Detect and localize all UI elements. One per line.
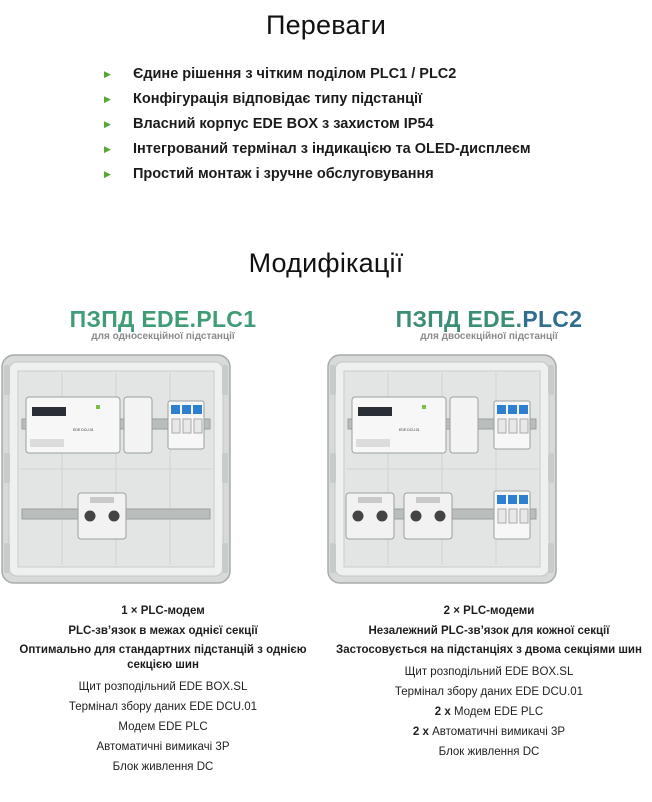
plc1-component [0,737,326,757]
plc2-modem-count: 2 × PLC-модеми [443,605,535,617]
component-text: Щит розподільний EDE BOX.SL [404,666,574,678]
plc1-info [0,602,326,777]
list-item [104,137,531,162]
breaker-group [494,401,530,449]
plc1-component [0,697,326,717]
plc1-component [0,677,326,697]
component-qty: 2 x [434,706,451,718]
modification-card-plc1 [0,305,326,777]
plc2-info [326,602,652,762]
brand-subtitle-plc1: для односекційної підстанції [91,331,235,342]
triangle-bullet-icon: ▶ [104,119,111,129]
brand-title-plc1 [0,305,326,333]
brand-prefix: ПЗПД EDE. [395,306,523,332]
list-item-text: Простий монтаж і зручне обслуговування [133,166,434,182]
triangle-bullet-icon: ▶ [104,144,111,154]
component-text: Модем EDE PLC [453,706,544,718]
advantages-title: Переваги [265,10,387,40]
list-item [104,112,531,137]
plc2-component [326,682,652,702]
component-text: Автоматичні вимикачі 3Р [432,726,566,738]
plc2-communication: Незалежний PLC-зв’язок для кожної секції [368,624,610,637]
plc2-component [326,742,652,762]
breaker-group [494,491,530,539]
advantages-list [104,62,531,187]
plc1-component [0,717,326,737]
breaker-group [168,401,204,449]
modifications-title: Модифікації [248,248,404,278]
enclosure-image-plc2 [326,353,558,585]
modification-card-plc2 [326,305,652,762]
list-item-text: Конфігурація відповідає типу підстанції [133,91,423,107]
component-text: Модем EDE PLC [118,721,208,733]
plc1-modem-count: 1 × PLC-модем [121,605,205,617]
brand-title-plc2 [326,305,652,333]
enclosure-image-plc1 [0,353,232,585]
list-item [104,62,531,87]
plc2-component [326,662,652,682]
component-text: Блок живлення DC [438,746,540,758]
plc1-usage: Оптимально для стандартних підстанцій з однією секцією шин [19,644,307,671]
plc2-component [326,702,652,722]
brand-subtitle-plc2: для двосекційної підстанції [420,331,558,342]
component-text: Блок живлення DC [112,761,214,773]
plc1-communication: PLC-зв’язок в межах однієї секції [68,624,258,637]
list-item [104,87,531,112]
device-label: EDE DCU.01 [399,428,420,432]
list-item-text: Власний корпус EDE BOX з захистом IP54 [133,116,434,132]
device-label: EDE DCU.01 [73,428,94,432]
triangle-bullet-icon: ▶ [104,69,111,79]
component-text: Термінал збору даних EDE DCU.01 [394,686,584,698]
brand-prefix: ПЗПД EDE. [69,306,197,332]
brand-suffix: PLC2 [522,306,583,332]
brand-suffix: PLC1 [196,306,257,332]
plc1-component [0,757,326,777]
triangle-bullet-icon: ▶ [104,94,111,104]
list-item [104,162,531,187]
component-text: Щит розподільний EDE BOX.SL [78,681,248,693]
triangle-bullet-icon: ▶ [104,169,111,179]
component-text: Термінал збору даних EDE DCU.01 [68,701,258,713]
list-item-text: Інтегрований термінал з індикацією та OLED-дисплеєм [133,141,531,157]
component-text: Автоматичні вимикачі 3Р [96,741,230,753]
list-item-text: Єдине рішення з чітким поділом PLC1 / PLC2 [133,66,457,82]
plc2-component [326,722,652,742]
plc2-usage: Застосовується на підстанціях з двома секціями шин [336,644,642,656]
component-qty: 2 x [412,726,429,738]
